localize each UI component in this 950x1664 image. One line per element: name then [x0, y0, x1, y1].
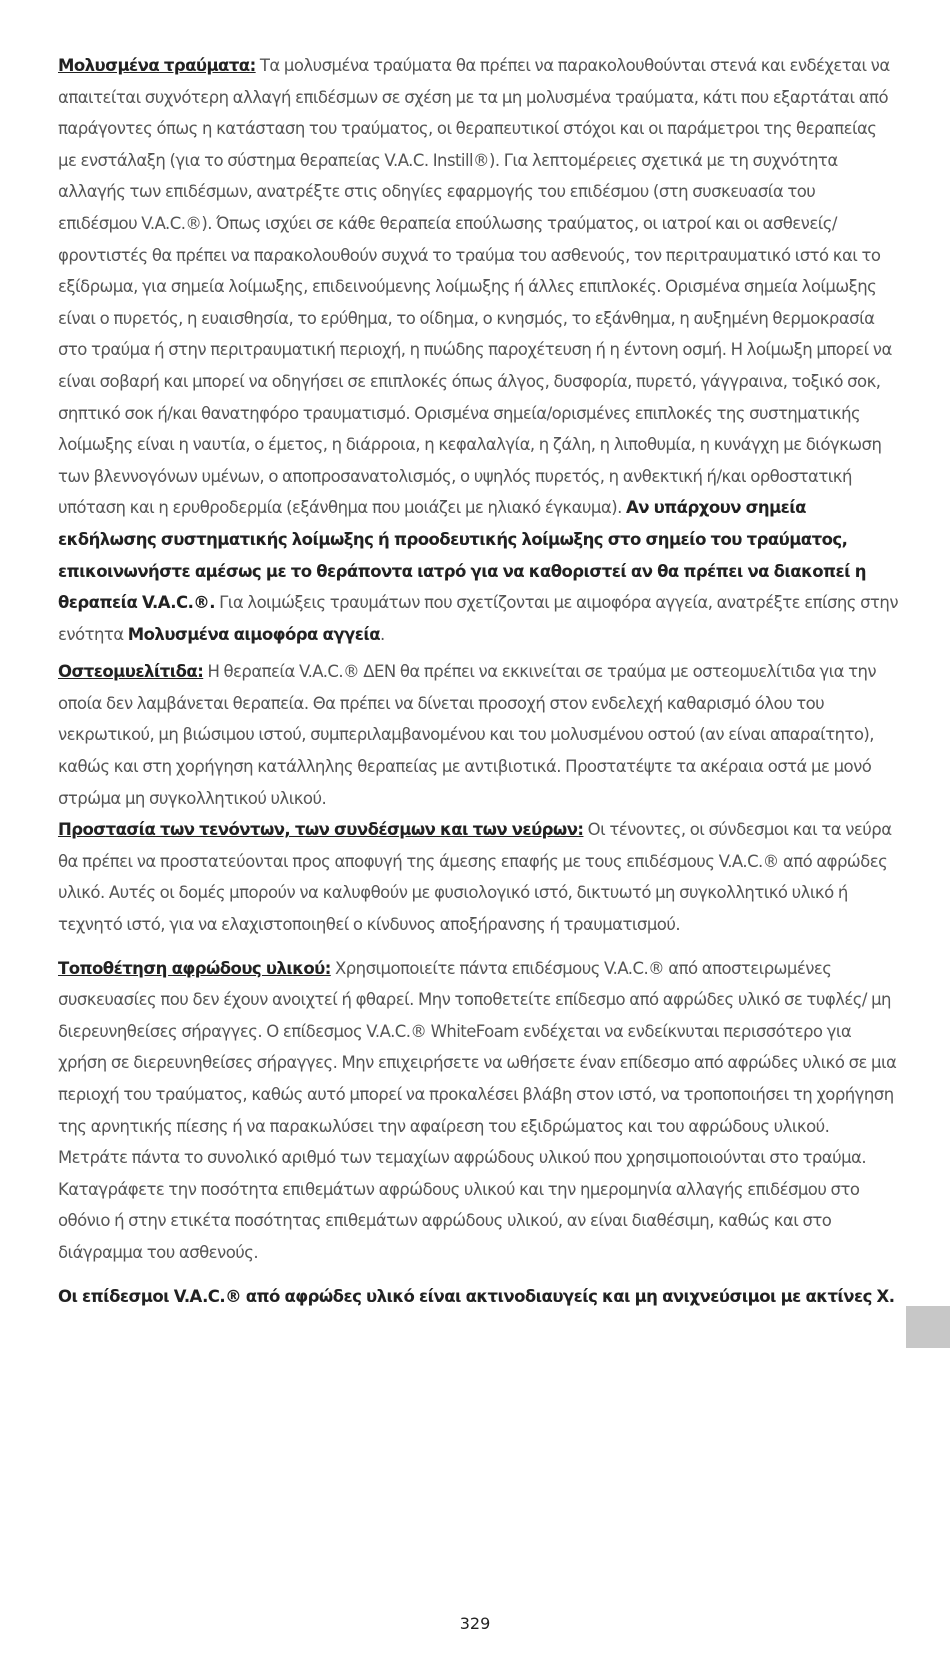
- heading-infected-wounds: Μολυσμένα τραύματα:: [58, 56, 256, 75]
- text-infected-wounds-1: Τα μολυσμένα τραύματα θα πρέπει να παρακολουθούνται στενά και ενδέχεται να απαιτείται συχνότερη αλλαγή επιδέσμων σε σχέση με τα μη μολυσμένα τραύματα, κάτι που εξαρτάται από παράγοντες όπως η κατάσταση του τραύματος, οι θεραπευτικοί στόχοι και οι παράμετροι της θεραπείας με ενστάλαξη (για το σύστημα θεραπείας V.A.C. Instill®). Για λεπτομέρειες σχετικά με τη συχνότητα αλλαγής των επιδέσμων, ανατρέξτε στις οδηγίες εφαρμογής του επιδέσμου (στη συσκευασία του επιδέσμου V.A.C.®). Όπως ισχύει σε κάθε θεραπεία επούλωσης τραύματος, οι ιατροί και οι ασθενείς/ φροντιστές θα πρέπει να παρακολουθούν συχνά το τραύμα του ασθενούς, τον περιτραυματικό ιστό και το εξίδρωμα, για σημεία λοίμωξης, επιδεινούμενης λοίμωξης ή άλλες επιπλοκές. Ορισμένα σημεία λοίμωξης είναι ο πυρετός, η ευαισθησία, το ερύθημα, το οίδημα, ο κνησμός, το εξάνθημα, η αυξημένη θερμοκρασία στο τραύμα ή στην περιτραυματική περιοχή, η πυώδης παροχέτευση ή η έντονη οσμή. Η λοίμωξη μπορεί να είναι σοβαρή και μπορεί να οδηγήσει σε επιπλοκές όπως άλγος, δυσφορία, πυρετό, γάγγραινα, τοξικό σοκ, σηπτικό σοκ ή/και θανατηφόρο τραυματισμό. Ορισμένα σημεία/ορισμένες επιπλοκές της συστηματικής λοίμωξης είναι η ναυτία, ο έμετος, η διάρροια, η κεφαλαλγία, η ζάλη, η λιποθυμία, η κυνάγχη με διόγκωση των βλεννογόνων υμένων, ο αποπροσανατολισμός, ο υψηλός πυρετός, η ανθεκτική ή/και ορθοστατική υπόταση και η ερυθροδερμία (εξάνθημα που μοιάζει με ηλιακό έγκαυμα).: [58, 56, 892, 518]
- text-tendon-protection: Οι τένοντες, οι σύνδεσμοι και τα νεύρα θα πρέπει να προστατεύονται προς αποφυγή της άμεσης επαφής με τους επιδέσμους V.A.C.® από αφρώδες υλικό. Αυτές οι δομές μπορούν να καλυφθούν με φυσιολογικό ιστό, δικτυωτό μη συγκολλητικό υλικό ή τεχνητό ιστό, για να ελαχιστοποιηθεί ο κίνδυνος αποξήρανσης ή τραυματισμού.: [58, 820, 892, 935]
- section-tab-marker: [906, 1306, 950, 1348]
- warning-systemic-infection: Αν υπάρχουν σημεία εκδήλωσης συστηματικής λοίμωξης ή προοδευτικής λοίμωξης στο σημείο του τραύματος, επικοινωνήστε αμέσως με το θεράποντα ιατρό για να καθοριστεί αν θα πρέπει να διακοπεί η θεραπεία V.A.C.®.: [58, 498, 866, 613]
- document-body: [58, 50, 898, 1312]
- text-osteomyelitis: Η θεραπεία V.A.C.® ΔΕΝ θα πρέπει να εκκινείται σε τραύμα με οστεομυελίτιδα για την οποία δεν λαμβάνεται θεραπεία. Θα πρέπει να δίνεται προσοχή στον ενδελεχή καθαρισμό όλου του νεκρωτικού, μη βιώσιμου ιστού, συμπεριλαμβανομένου και του μολυσμένου οστού (αν είναι απαραίτητο), καθώς και στη χορήγηση κατάλληλης θεραπείας με αντιβιοτικά. Προστατέψτε τα ακέραια οστά με μονό στρώμα μη συγκολλητικού υλικού.: [58, 662, 877, 808]
- final-note-radiolucent: Οι επίδεσμοι V.A.C.® από αφρώδες υλικό είναι ακτινοδιαυγείς και μη ανιχνεύσιμοι με ακτίνες Χ.: [58, 1286, 895, 1306]
- heading-foam-placement: Τοποθέτηση αφρώδους υλικού:: [58, 958, 331, 978]
- heading-osteomyelitis: Οστεομυελίτιδα:: [58, 662, 204, 682]
- page-number: 329: [459, 1614, 491, 1633]
- heading-tendon-protection: Προστασία των τενόντων, των συνδέσμων και των νεύρων:: [58, 820, 584, 840]
- text-foam-placement: Χρησιμοποιείτε πάντα επιδέσμους V.A.C.® από αποστειρωμένες συσκευασίες που δεν έχουν ανοιχτεί ή φθαρεί. Μην τοποθετείτε επίδεσμο από αφρώδες υλικό σε τυφλές/ μη διερευνηθείσες σήραγγες. Ο επίδεσμος V.A.C.® WhiteFoam ενδέχεται να ενδείκνυται περισσότερο για χρήση σε διερευνηθείσες σήραγγες. Μην επιχειρήσετε να ωθήσετε έναν επίδεσμο από αφρώδες υλικό σε μια περιοχή του τραύματος, καθώς αυτό μπορεί να προκαλέσει βλάβη στον ιστό, να τροποποιήσει τη χορήγηση της αρνητικής πίεσης ή να παρακωλύσει την αφαίρεση του εξιδρώματος και του αφρώδους υλικού. Μετράτε πάντα το συνολικό αριθμό των τεμαχίων αφρώδους υλικού που χρησιμοποιούνται στο τραύμα. Καταγράφετε την ποσότητα επιθεμάτων αφρώδους υλικού και την ημερομηνία αλλαγής επιδέσμου στο οθόνιο ή στην ετικέτα ποσότητας επιθεμάτων αφρώδους υλικού, αν είναι διαθέσιμη, καθώς και στο διάγραμμα του ασθενούς.: [58, 958, 897, 1262]
- text-infected-wounds-3: .: [380, 624, 385, 644]
- text-infected-wounds-2: Για λοιμώξεις τραυμάτων που σχετίζονται με αιμοφόρα αγγεία, ανατρέξτε επίσης στην ενότητα: [58, 593, 898, 644]
- paragraph-osteomyelitis: [58, 656, 898, 814]
- paragraph-foam-placement: [58, 953, 898, 1269]
- paragraph-infected-wounds: [58, 50, 898, 650]
- reference-infected-vessels: Μολυσμένα αιμοφόρα αγγεία: [127, 624, 381, 644]
- paragraph-tendon-protection: [58, 814, 898, 940]
